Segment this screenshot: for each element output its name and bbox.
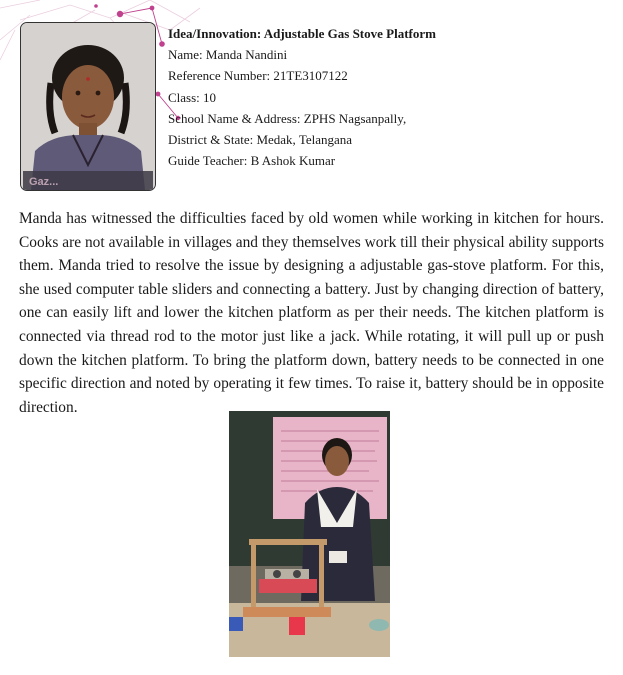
portrait-illustration xyxy=(21,23,155,190)
district-state: District & State: Medak, Telangana xyxy=(168,132,353,148)
svg-text:Gaz...: Gaz... xyxy=(29,176,59,188)
idea-title: Idea/Innovation: Adjustable Gas Stove Platform xyxy=(168,26,436,41)
reference-number: Reference Number: 21TE3107122 xyxy=(168,68,348,84)
school-address: School Name & Address: ZPHS Nagsanpally, xyxy=(168,110,407,126)
description-paragraph: Manda has witnessed the difficulties faced by old women while working in kitchen for hours. Cooks are not available in villages and they themselves work till their physical ability supports them. Manda tried to resolve the issue by designing a adjustable gas-stove platform. For this, she used computer table sliders and connecting a battery. Just by changing direction of battery, one can easily lift and lower the kitchen platform as per their needs. The kitchen platform is connected via thread rod to the motor just like a jack. While rotating, it will pull up or push down the kitchen platform. To bring the platform down, battery needs to be connected in one specific direction and noted by operating it few times. To raise it, battery should be in opposite direction. xyxy=(19,210,604,416)
student-info-block xyxy=(168,23,608,171)
student-name: Name: Manda Nandini xyxy=(168,47,288,63)
student-portrait xyxy=(20,22,156,191)
guide-teacher: Guide Teacher: B Ashok Kumar xyxy=(168,153,336,169)
project-photo-illustration xyxy=(229,411,390,657)
class-label: Class: 10 xyxy=(168,89,217,105)
project-photo xyxy=(229,411,390,657)
